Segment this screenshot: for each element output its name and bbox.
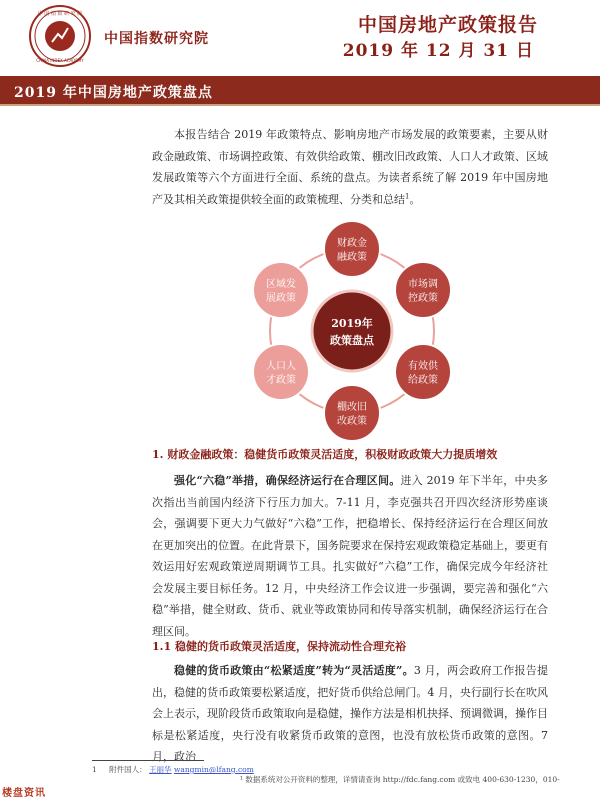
institute-seal-logo xyxy=(28,4,92,68)
watermark: 楼盘资讯 xyxy=(2,788,46,799)
policy-node-3 xyxy=(395,344,451,400)
section-1-1-body: 3 月，两会政府工作报告提出，稳健的货币政策要松紧适度，把好货币供给总闸门。4 月，央行副行长在吹风会上表示，现阶段货币政策取向是稳健，操作方法是相机抉择、预调微调，操作目标是松紧适度，央行没有收紧货币政策的意图，也没有放松货币政策的意图。7 月，政治 xyxy=(152,664,549,763)
intro-end: 。 xyxy=(409,192,421,206)
report-title: 中国房地产政策报告 xyxy=(357,14,538,36)
policy-cycle-diagram xyxy=(240,218,464,444)
policy-node-label-5-line2: 才政策 xyxy=(265,375,296,386)
banner-title: 2019 年中国房地产政策盘点 xyxy=(14,85,213,101)
footnote-email-link[interactable]: wangmin@lfang.com xyxy=(173,765,254,774)
policy-node-label-4-line2: 改政策 xyxy=(337,416,367,427)
source-note: ¹ 数据系统对公开资料的整理，详情请查询 http://fdc.fang.com 或致电 400-630-1230，010- xyxy=(240,775,560,784)
page-header xyxy=(0,0,600,76)
footnote-text: 附件国人： xyxy=(109,765,147,774)
footnote-divider xyxy=(92,760,204,761)
policy-node-label-4-line1: 棚改旧 xyxy=(337,402,367,413)
policy-node-label-2-line1: 市场调 xyxy=(408,279,439,290)
section-1-1-paragraph xyxy=(152,660,548,768)
center-label-line1: 2019年 xyxy=(331,317,373,330)
policy-node-2 xyxy=(395,262,451,318)
footnote-mark: 1 xyxy=(92,765,97,774)
section-banner xyxy=(0,76,600,106)
policy-node-label-3-line1: 有效供 xyxy=(408,361,439,372)
policy-node-label-1-line1: 财政金 xyxy=(337,238,367,249)
section-1-body: 进入 2019 年下半年，中央多次指出当前国内经济下行压力加大。7-11 月，李克强共召开四次经济形势座谈会，强调要下更大力气做好“六稳”工作，把稳增长、保持经济运行在合理区间放在更加突出的位置。在此背景下，国务院要求在保持宏观政策稳定基础上，要更有效运用好宏观政策逆周期调节工具。扎实做好“六稳”工作，确保完成今年经济社会发展主要目标任务。12 月，中央经济工作会议进一步强调，要完善和强化“六稳”举措，健全财政、货币、就业等政策协同和传导落实机制，确保经济运行在合理区间。 xyxy=(152,474,548,638)
section-1-lead: 强化“六稳”举措，确保经济运行在合理区间。 xyxy=(174,474,401,487)
footnote xyxy=(92,764,254,775)
section-1-1-heading: 1.1 稳健的货币政策灵活适度，保持流动性合理充裕 xyxy=(152,640,406,653)
policy-node-4 xyxy=(324,385,380,441)
report-date: 2019 年 12 月 31 日 xyxy=(342,41,534,61)
intro-text: 本报告结合 2019 年政策特点、影响房地产市场发展的政策要素，主要从财政金融政策、市场调控政策、有效供给政策、棚改旧改政策、人口人才政策、区域发展政策等六个方面进行全面、系统的盘点。为读者系统了解 2019 年中国房地产及其相关政策提供较全面的政策梳理、分类和总结 xyxy=(152,128,548,206)
svg-text:CHINA INDEX ACADEMY: CHINA INDEX ACADEMY xyxy=(36,58,84,63)
section-1-1-lead: 稳健的货币政策由“松紧适度”转为“灵活适度”。 xyxy=(174,664,414,677)
policy-node-6 xyxy=(253,262,309,318)
policy-node-5 xyxy=(253,344,309,400)
footnote-ref[interactable]: 1 xyxy=(405,191,410,200)
section-1-paragraph xyxy=(152,470,548,642)
policy-node-label-5-line1: 人口人 xyxy=(265,361,296,372)
footnote-contact-name[interactable]: 王丽华 xyxy=(149,765,172,774)
policy-node-label-3-line2: 给政策 xyxy=(408,375,439,386)
policy-node-label-6-line2: 展政策 xyxy=(265,293,296,304)
policy-node-label-1-line2: 融政策 xyxy=(337,252,367,263)
center-node xyxy=(312,291,392,371)
center-label-line2: 政策盘点 xyxy=(330,334,374,347)
policy-node-label-6-line1: 区域发 xyxy=(265,279,296,290)
section-1-heading: 1. 财政金融政策：稳健货币政策灵活适度，积极财政政策大力提质增效 xyxy=(152,448,498,461)
policy-node-1 xyxy=(324,221,380,277)
svg-text:中 国 指 数 研 究 院: 中 国 指 数 研 究 院 xyxy=(37,11,83,17)
intro-paragraph xyxy=(152,124,548,210)
policy-node-label-2-line2: 控政策 xyxy=(408,293,439,304)
org-name: 中国指数研究院 xyxy=(104,31,209,47)
